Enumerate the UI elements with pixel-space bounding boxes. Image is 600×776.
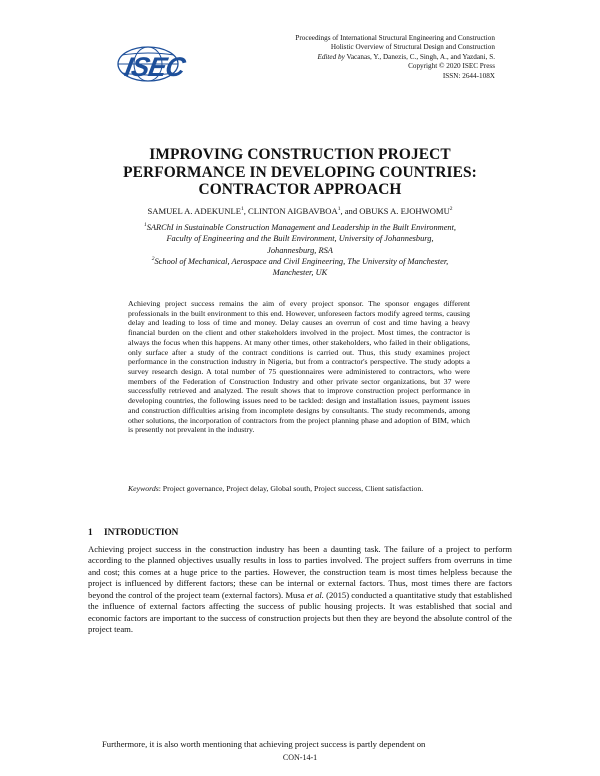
author-separator-1: , [243,206,248,216]
header-line-2: Holistic Overview of Structural Design and Construction [330,43,495,52]
abstract: Achieving project success remains the aim of every project sponsor. The sponsor engages different professionals in the built environment to this end. However, unforeseen factors modify agreed terms, causing delay and leading to loss of time and money. Delay causes an overrun of cost and time having a heavy financial burden on the client and other stakeholders involved in the project. Most times, the contractor is always the focus when this happens. At many other times, other stakeholders, who failed in their obligations, only surface after a study of the contract conditions is carried out. Thus, this study examines project performance in the construction industry in Nigeria, but from a contractor's perspective. The study adopts a survey research design. A total number of 75 questionnaires were administered to contractors, who were members of the Federation of Construction Industry and other private sector organizations, but 37 were successfully retrieved and analyzed. The result shows that to improve construction project performance in developing countries, the following issues need to be tackled: design and installation issues, payment issues and construction difficulties arising from incomplete designs by consultants. The study recommends, among other solutions, the incorporation of contractors from the project planning phase and adoption of BIM, which is presently not prevalent in the industry. [128,299,470,435]
affiliation-1-mark: 1 [143,222,147,229]
paragraph-1-et-al: et al. [306,589,324,600]
affiliation-1-text: SARChI in Sustainable Construction Management and Leadership in the Built Environment, [146,223,457,232]
header-line-4: Copyright © 2020 ISEC Press [408,62,495,71]
paper-title [60,146,540,199]
paragraph-1-text-a: Achieving project success in the construction industry has been a daunting task. The failure of a project to perform according to the planned objectives usually results in loss to parties involved. The project suffers from overruns in time and cost; this comes at a huge price to the parties. However, the construction team is most times helpless because the project is influenced by different factors; these can be internal or external factors. Thus, most times there are factors beyond the control of the project team (external factors). Musa [88,544,512,600]
author-list [40,206,560,217]
page-footer: CON-14-1 [282,753,318,762]
affiliation-2-line-2: Manchester, UK [272,268,328,278]
author-3-affiliation-mark: 2 [449,206,453,213]
keywords-label: Keywords [128,484,159,493]
logo-text: ISEC [122,51,188,82]
author-3: OBUKS A. EJOHWOMU [359,206,450,216]
section-heading-introduction [88,528,178,538]
author-2: CLINTON AIGBAVBOA [248,206,338,216]
title-line-3: CONTRACTOR APPROACH [198,181,402,198]
author-2-affiliation-mark: 1 [337,206,341,213]
affiliation-1-line-1 [80,222,520,233]
introduction-paragraph-1 [88,544,512,636]
author-1-affiliation-mark: 1 [240,206,244,213]
proceedings-header [135,34,495,81]
paragraph-1-text-b: (2015) conducted a quantitative study that established the influence of external factors affecting the success of public housing projects. It was established that social and economic factors are important to the success of construction projects but then they are beyond the absolute control of the project team. [88,589,512,635]
section-number: 1 [88,528,93,538]
header-line-5: ISSN: 2644-108X [442,71,495,80]
affiliation-1-line-3: Johannesburg, RSA [267,245,333,255]
keywords-text: : Project governance, Project delay, Global south, Project success, Client satisfaction. [158,484,424,493]
introduction-paragraph-2: Furthermore, it is also worth mentioning that achieving project success is partly dependent on [102,739,426,749]
affiliation-2-text: School of Mechanical, Aerospace and Civil Engineering, The University of Manchester, [154,256,449,266]
title-line-2: PERFORMANCE IN DEVELOPING COUNTRIES: [123,163,477,181]
author-1: SAMUEL A. ADEKUNLE [147,206,241,216]
author-separator-2: , and [340,206,360,216]
affiliation-2-mark: 2 [151,256,155,263]
affiliation-2-line-1 [80,256,520,267]
header-line-1: Proceedings of International Structural Engineering and Construction [295,34,495,42]
header-line-3 [135,53,495,62]
header-edited-by: Edited by [317,52,345,61]
affiliation-1-line-2: Faculty of Engineering and the Built Environment, University of Johannesburg, [166,234,434,244]
affiliations [80,222,520,278]
keywords [128,484,470,494]
title-line-1: IMPROVING CONSTRUCTION PROJECT [149,146,451,163]
section-title: INTRODUCTION [104,528,179,538]
header-editors: Vacanas, Y., Danezis, C., Singh, A., and Yazdani, S. [344,52,495,61]
